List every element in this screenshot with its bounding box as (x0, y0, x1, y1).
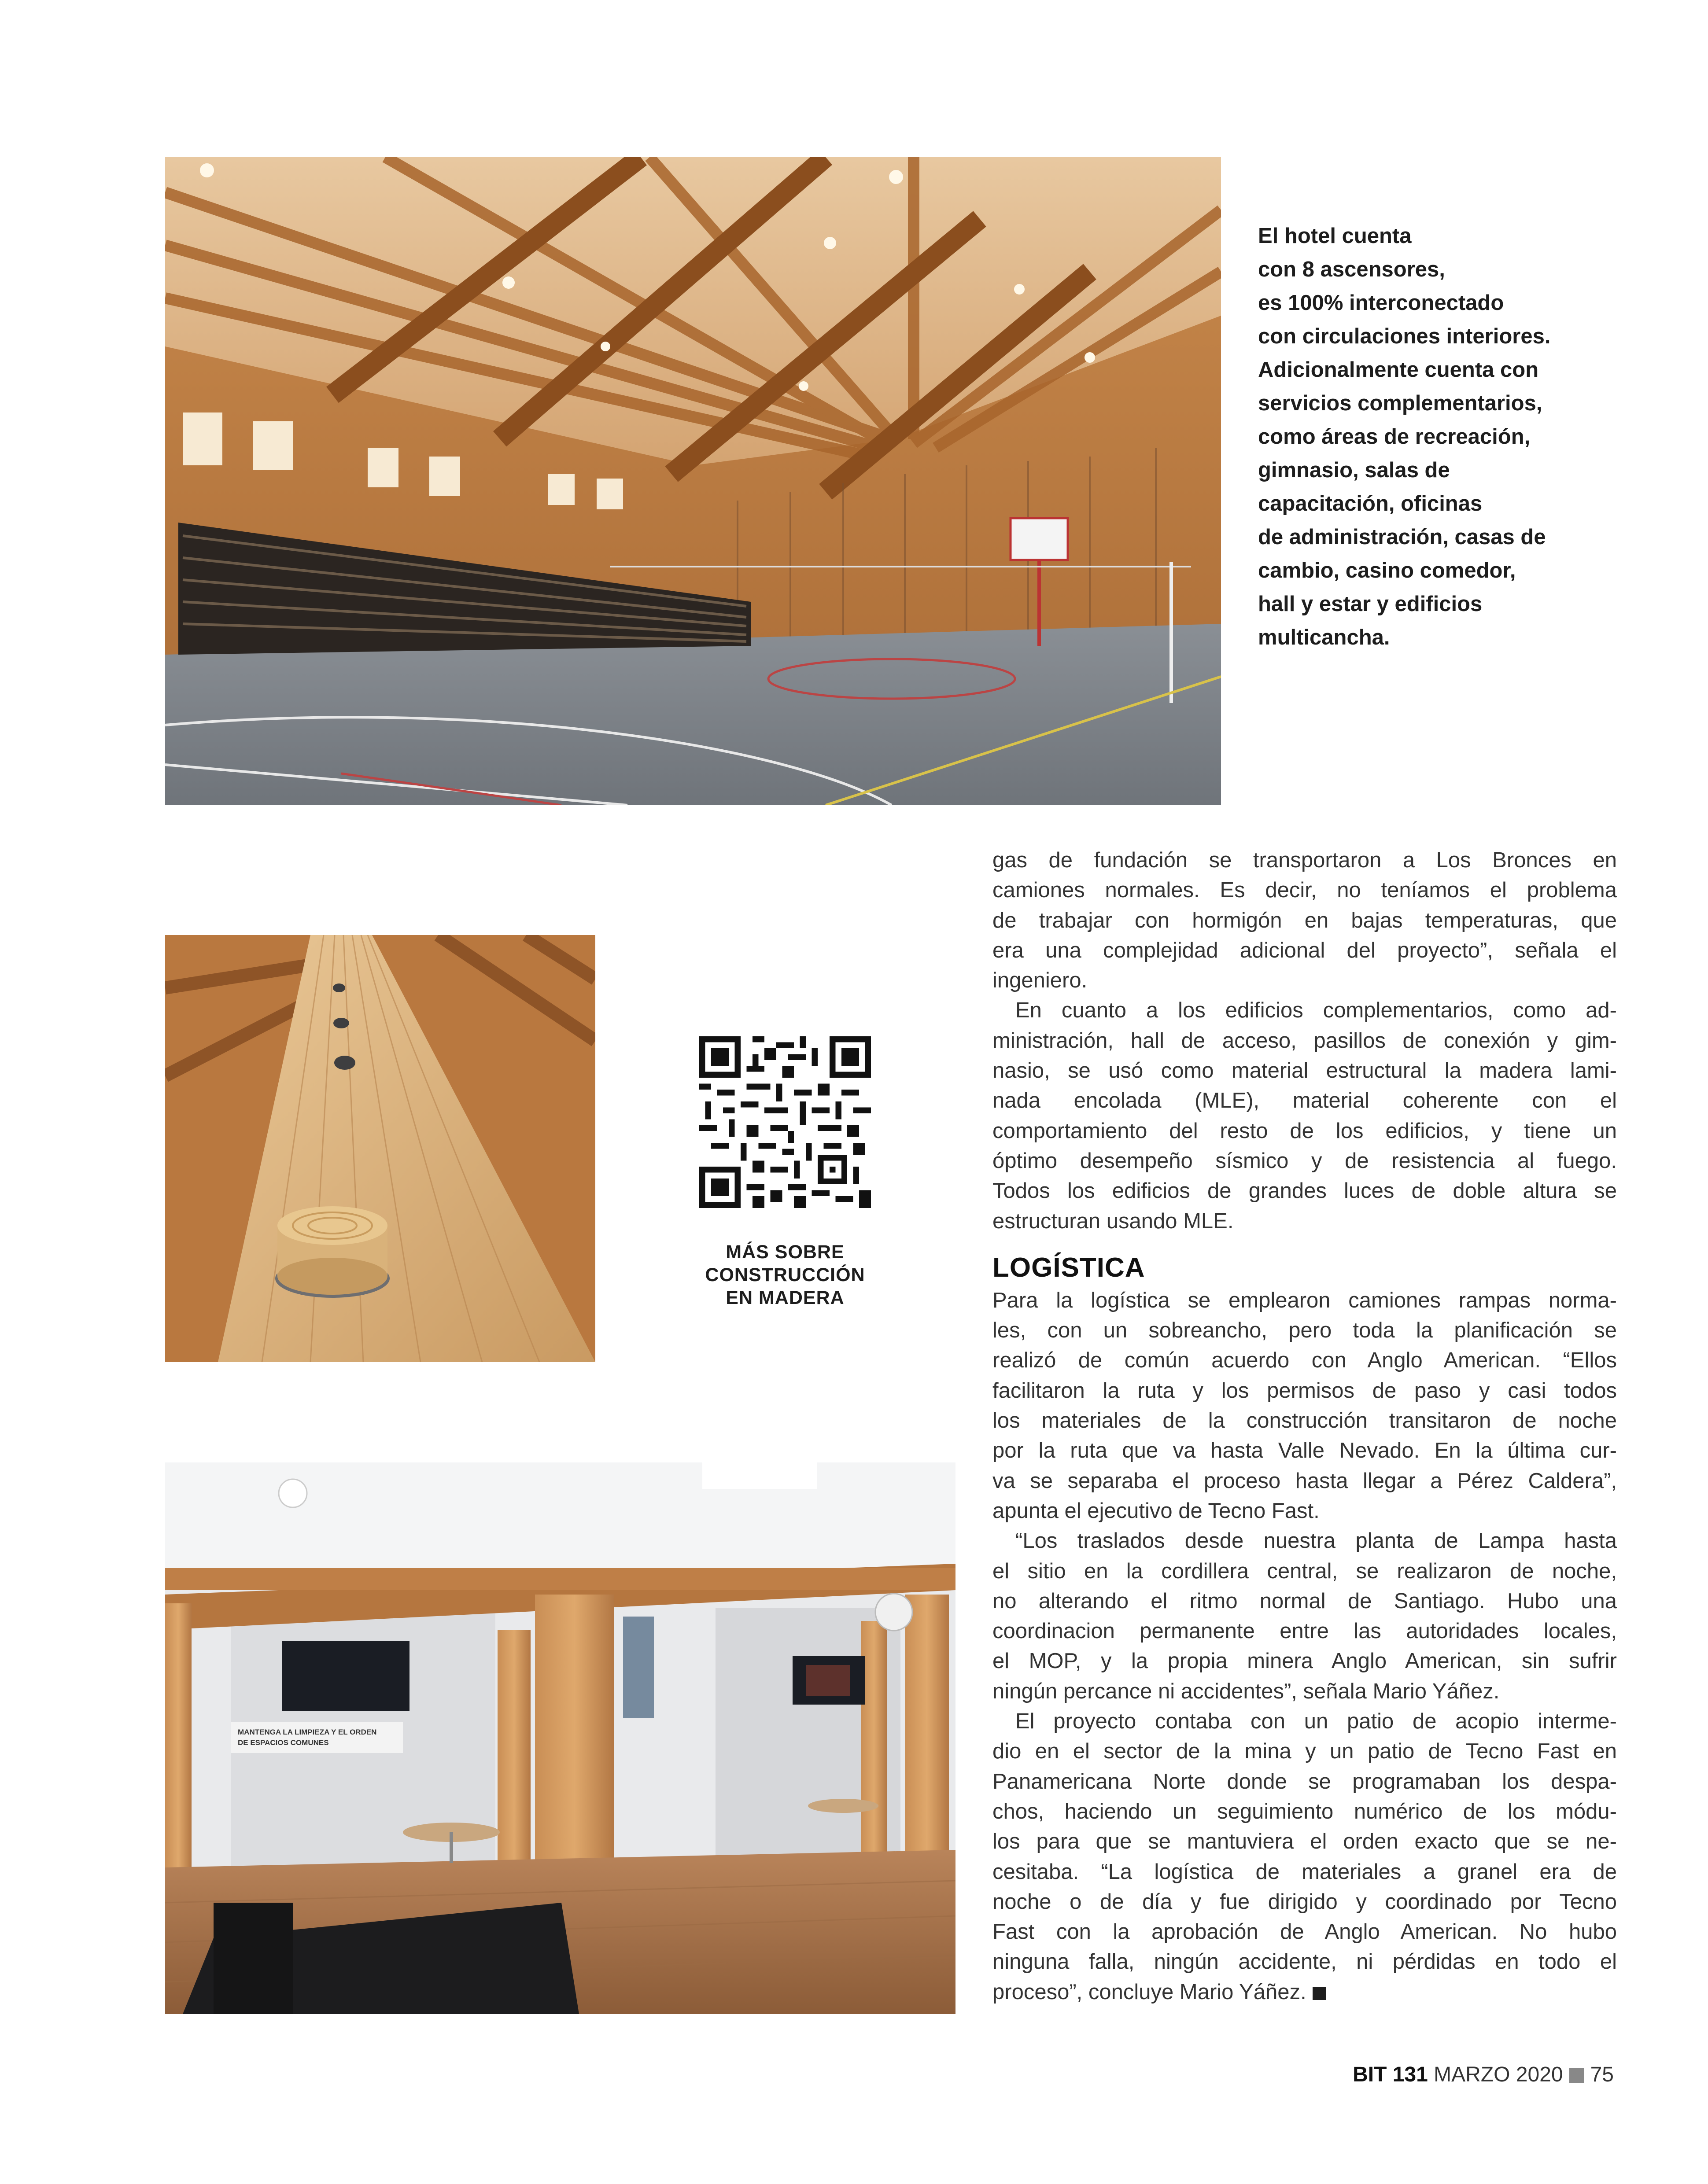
text-line: comportamiento del resto de los edificios, y tiene un (992, 1119, 1617, 1143)
text-line: les, con un sobreancho, pero toda la planificación se (992, 1319, 1617, 1343)
caption-line: hall y estar y edificios (1258, 592, 1483, 616)
caption-line: servicios complementarios, (1258, 391, 1542, 415)
paragraph (992, 1706, 1617, 2007)
text-line: va se separaba el proceso hasta llegar a Pérez Caldera”, (992, 1469, 1617, 1493)
caption-line: El hotel cuenta (1258, 224, 1412, 248)
text-line: óptimo desempeño sísmico y de resistencia al fuego. (992, 1149, 1617, 1173)
text-line: gas de fundación se transportaron a Los Bronces en (992, 848, 1617, 872)
caption-line: gimnasio, salas de (1258, 458, 1450, 482)
qr-label-line: CONSTRUCCIÓN (705, 1264, 865, 1285)
caption-line: es 100% interconectado (1258, 291, 1504, 315)
paragraph (992, 1285, 1617, 1526)
text-line: estructuran usando MLE. (992, 1209, 1234, 1233)
page-number: 75 (1590, 2063, 1614, 2086)
text-line: noche o de día y fue dirigido y coordinado por Tecno (992, 1889, 1617, 1914)
text-line: nasio, se usó como material estructural la madera lami- (992, 1059, 1617, 1083)
qr-label-line: EN MADERA (726, 1287, 845, 1308)
caption-line: de administración, casas de (1258, 525, 1546, 549)
text-line: por la ruta que va hasta Valle Nevado. En la última cur- (992, 1439, 1617, 1463)
caption-line: cambio, casino comedor, (1258, 559, 1516, 582)
end-of-article-mark (1313, 1987, 1326, 2000)
text-line: era una complejidad adicional del proyecto”, señala el (992, 938, 1617, 962)
text-line: ingeniero. (992, 969, 1088, 993)
lobby-sign-text: DE ESPACIOS COMUNES (238, 1738, 329, 1747)
text-line: En cuanto a los edificios complementarios, como ad- (1015, 998, 1617, 1023)
article-body (992, 845, 1617, 2007)
paragraph (992, 1526, 1617, 1706)
folio-separator (1569, 2068, 1584, 2083)
text-line: el MOP, y la propia minera Anglo American, sin sufrir (992, 1649, 1617, 1673)
qr-label (674, 1241, 896, 1309)
text-line: los materiales de la construcción transitaron de noche (992, 1409, 1617, 1433)
lobby-sign-text: MANTENGA LA LIMPIEZA Y EL ORDEN (238, 1728, 377, 1736)
text-line: de trabajar con hormigón en bajas temperaturas, que (992, 908, 1617, 932)
caption-line: multicancha. (1258, 626, 1390, 649)
text-line: los para que se mantuviera el orden exacto que se ne- (992, 1830, 1617, 1854)
caption-line: con circulaciones interiores. (1258, 324, 1551, 348)
text-line: camiones normales. Es decir, no teníamos el problema (992, 878, 1617, 902)
magazine-name: BIT 131 (1353, 2063, 1428, 2086)
qr-label-line: MÁS SOBRE (726, 1241, 845, 1263)
text-line: coordinacion permanente entre las autoridades locales, (992, 1619, 1617, 1643)
text-line: dio en el sector de la mina y un patio de Tecno Fast en (992, 1739, 1617, 1764)
final-line-text: proceso”, concluye Mario Yáñez. (992, 1980, 1306, 2004)
text-line (992, 1977, 1617, 2007)
text-line: Todos los edificios de grandes luces de doble altura se (992, 1179, 1617, 1203)
page-folio (1353, 2062, 1614, 2087)
caption-line: con 8 ascensores, (1258, 258, 1445, 281)
section-heading: LOGÍSTICA (992, 1252, 1145, 1283)
text-line: el sitio en la cordillera central, se realizaron de noche, (992, 1559, 1617, 1583)
photo-caption (1258, 219, 1645, 654)
gymnasium-photo (165, 157, 1221, 805)
paragraph (992, 845, 1617, 995)
text-line: ministración, hall de acceso, pasillos de conexión y gim- (992, 1028, 1617, 1053)
issue-date: MARZO 2020 (1434, 2063, 1563, 2086)
text-line: realizó de común acuerdo con Anglo American. “Ellos (992, 1348, 1617, 1373)
text-line: ninguna falla, ningún accidente, ni pérdidas en todo el (992, 1950, 1617, 1974)
text-line: cesitaba. “La logística de materiales a granel era de (992, 1860, 1617, 1884)
text-line: no alterando el ritmo normal de Santiago. Hubo una (992, 1589, 1617, 1613)
text-line: “Los traslados desde nuestra planta de Lampa hasta (1015, 1529, 1617, 1553)
text-line: Para la logística se emplearon camiones rampas norma- (992, 1288, 1617, 1312)
text-line: apunta el ejecutivo de Tecno Fast. (992, 1499, 1320, 1523)
caption-line: capacitación, oficinas (1258, 492, 1483, 516)
qr-code[interactable] (699, 1036, 871, 1208)
text-line: chos, haciendo un seguimiento numérico de los módu- (992, 1799, 1617, 1823)
text-line: Fast con la aprobación de Anglo American. No hubo (992, 1920, 1617, 1944)
text-line: nada encolada (MLE), material coherente con el (992, 1089, 1617, 1113)
caption-line: Adicionalmente cuenta con (1258, 358, 1539, 382)
text-line: El proyecto contaba con un patio de acopio interme- (1015, 1709, 1617, 1734)
paragraph (992, 995, 1617, 1236)
text-line: Panamericana Norte donde se programaban los despa- (992, 1769, 1617, 1794)
text-line: ningún percance ni accidentes”, señala Mario Yáñez. (992, 1679, 1500, 1703)
caption-line: como áreas de recreación, (1258, 425, 1531, 449)
text-line: facilitaron la ruta y los permisos de paso y casi todos (992, 1378, 1617, 1403)
lobby-photo (165, 1462, 955, 2014)
timber-beam-photo (165, 935, 595, 1362)
